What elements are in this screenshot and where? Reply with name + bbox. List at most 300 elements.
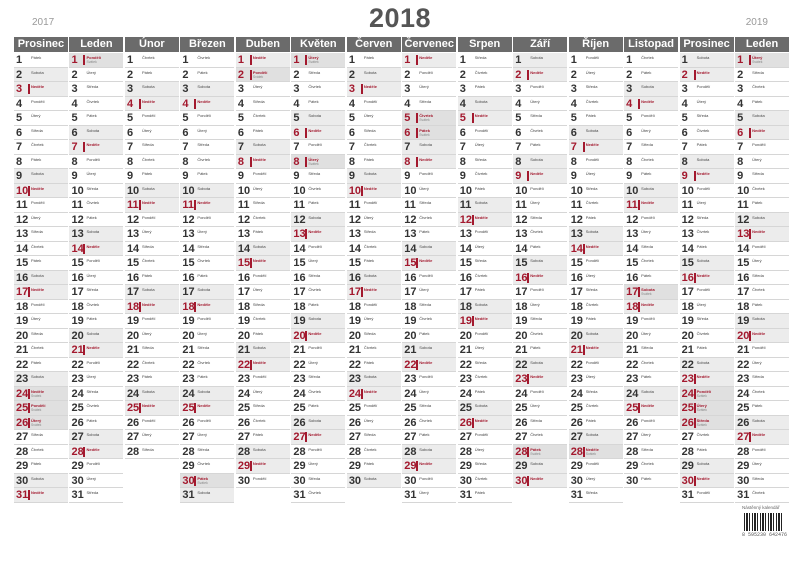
holiday-marker [472,418,474,428]
weekday-label: Středa [419,200,432,205]
weekday-label: Čtvrtek [197,156,211,162]
weekday-label: Neděle [696,69,710,75]
weekday-label: Čtvrtek [641,258,654,263]
weekday-label: Pondělí [252,69,268,75]
day-number: 12 [737,213,750,226]
day-number: 30 [681,474,694,487]
day-number: 29 [681,460,694,472]
weekday-label: Středa [585,287,598,292]
day-cell [402,68,456,83]
weekday-label: Středa [752,69,764,75]
holiday-marker [83,244,85,254]
day-cell [14,155,68,170]
day-cell [236,68,290,83]
weekday-label: Středa [696,214,709,220]
weekday-label: Neděle [752,229,766,234]
day-number: 7 [16,141,23,153]
day-cell [624,155,678,170]
day-cell [402,184,456,199]
day-cell [735,401,789,416]
day-number: 19 [459,315,472,327]
day-number: 31 [16,489,29,501]
weekday-label: Úterý [419,388,429,394]
day-number: 16 [126,271,140,284]
day-number: 1 [182,54,189,66]
day-number: 19 [71,315,84,327]
day-number: 13 [126,228,140,240]
day-cell [513,314,567,329]
day-cell [69,401,123,416]
day-number: 9 [71,170,78,182]
day-number: 27 [348,431,362,443]
holiday-marker [28,403,30,413]
weekday-label: Středa [197,243,210,249]
day-cell [680,169,734,184]
day-cell [180,111,234,126]
weekday-label: Úterý [141,432,152,437]
day-cell [125,300,179,315]
weekday-label: Pátek [585,316,596,321]
month-header: Červen [347,37,401,52]
day-number: 11 [515,199,527,211]
day-cell [14,358,68,373]
weekday-label: Úterý [474,446,485,452]
weekday-label: Středa [31,127,43,133]
weekday-label: Sobota [31,374,44,379]
month-header: Únor [125,37,179,52]
day-number: 30 [515,474,528,487]
day-cell [569,198,623,213]
day-cell [236,271,290,286]
day-cell [291,271,345,286]
weekday-label: Sobota [31,272,44,278]
month-header: Srpen [458,37,512,52]
holiday-note: Svátek [308,60,319,64]
weekday-label: Pátek [197,374,208,379]
weekday-label: Sobota [363,69,377,75]
holiday-marker [361,287,363,297]
day-number: 8 [182,155,189,168]
day-cell [624,169,678,184]
weekday-label: Sobota [308,113,322,118]
weekday-label: Neděle [474,214,488,220]
day-cell [69,68,123,83]
day-cell [69,169,123,184]
day-number: 23 [737,373,750,385]
weekday-label: Pondělí [363,98,378,104]
holiday-marker [83,447,85,457]
day-number: 20 [515,329,528,342]
day-number: 13 [16,228,29,240]
holiday-marker [250,157,252,167]
day-cell [458,213,512,228]
day-cell [680,126,734,141]
weekday-label: Neděle [31,490,45,495]
day-number: 7 [71,141,78,153]
day-cell [569,372,623,387]
day-cell [291,372,345,387]
day-number: 29 [570,460,583,472]
day-cell [402,372,456,387]
weekday-label: Úterý [308,461,318,466]
weekday-label: Sobota [141,388,155,394]
day-number: 10 [515,184,528,197]
day-cell [624,343,678,358]
day-cell [125,242,179,257]
day-number: 14 [237,242,251,255]
day-cell [569,169,623,184]
weekday-label: Středa [585,185,598,191]
weekday-label: Sobota [474,403,488,408]
day-cell [236,111,290,126]
day-cell [236,53,290,68]
weekday-label: Sobota [752,417,765,423]
day-cell [569,314,623,329]
day-number: 9 [293,170,300,182]
weekday-label: Neděle [308,229,322,234]
weekday-label: Úterý [696,301,707,307]
day-cell [69,474,123,489]
day-number: 24 [681,387,694,400]
day-number: 15 [182,257,195,269]
day-number: 8 [681,155,688,168]
day-cell [735,271,789,286]
weekday-label: Pátek [530,243,541,249]
day-number: 24 [182,387,195,400]
day-number: 16 [237,271,251,284]
day-cell [14,198,68,213]
day-cell [14,271,68,286]
day-cell [180,155,234,170]
day-number: 12 [126,213,140,226]
month-header: Říjen [569,37,623,52]
day-number: 16 [515,271,528,284]
weekday-label: Úterý [86,171,97,176]
day-cell [735,329,789,344]
weekday-label: Sobota [696,359,710,365]
weekday-label: Čtvrtek [641,156,654,162]
weekday-label: Pátek [308,403,319,408]
day-number: 21 [16,344,29,356]
holiday-marker [749,331,751,341]
weekday-label: Čtvrtek [141,156,155,162]
day-number: 23 [16,373,29,385]
holiday-marker [416,55,418,65]
day-cell [735,169,789,184]
day-cell [735,256,789,271]
day-cell [569,97,623,112]
day-number: 22 [681,358,694,371]
previous-year-label: 2017 [32,17,55,28]
day-cell [347,372,401,387]
weekday-label: Pátek [252,229,264,234]
day-number: 15 [404,257,417,269]
day-number: 15 [237,257,251,269]
holiday-marker [194,476,196,486]
holiday-marker [583,244,585,254]
weekday-label: Středa [363,229,376,234]
weekday-label: Pondělí [585,258,600,263]
weekday-label: Pátek [752,200,763,205]
day-cell [624,126,678,141]
weekday-label: Úterý [419,287,429,292]
weekday-label: Pondělí [752,142,766,147]
day-cell [402,111,456,126]
day-number: 2 [237,68,244,81]
holiday-note: Svátek [308,161,319,166]
day-number: 22 [71,358,84,371]
day-number: 6 [71,126,78,139]
weekday-label: Úterý [585,171,596,176]
day-cell [624,53,678,68]
day-number: 13 [404,228,417,240]
day-number: 5 [16,112,23,124]
day-cell [624,401,678,416]
day-number: 19 [626,315,639,327]
day-cell [680,416,734,431]
day-number: 19 [404,315,417,327]
weekday-label: Sobota [641,84,654,89]
day-cell [14,227,68,242]
day-cell [680,314,734,329]
day-cell [347,474,401,489]
day-number: 10 [71,184,84,197]
day-number: 10 [293,184,306,197]
day-number: 15 [737,257,750,269]
weekday-label: Neděle [585,345,599,350]
day-cell [624,474,678,489]
month-column [347,53,401,503]
day-cell [236,184,290,199]
weekday-label: Pondělí [419,475,433,481]
weekday-label: Sobota [530,156,543,162]
holiday-marker [305,331,307,341]
day-number: 18 [515,300,528,313]
weekday-label: Čtvrtek [197,55,211,60]
weekday-label: Středa [474,156,487,162]
day-number: 6 [293,126,300,139]
day-number: 22 [459,358,472,371]
day-cell [347,416,401,431]
weekday-label: Neděle [696,475,710,481]
weekday-label: Pondělí [752,446,766,452]
weekday-label: Čtvrtek [752,490,765,495]
day-cell [569,82,623,97]
weekday-label: Neděle [197,301,211,307]
day-cell [236,329,290,344]
month-header: Prosinec [680,37,734,52]
day-cell [125,155,179,170]
day-number: 3 [737,83,744,95]
month-header: Duben [236,37,290,52]
day-number: 27 [737,431,750,443]
weekday-label: Úterý [474,243,485,249]
weekday-label: Pátek [696,345,707,350]
day-number: 13 [237,228,251,240]
weekday-label: Čtvrtek [308,84,322,89]
holiday-note: Svátek [696,408,707,412]
day-number: 21 [404,344,417,356]
empty-day-cell [347,488,401,503]
day-cell [69,82,123,97]
day-cell [14,97,68,112]
day-number: 6 [16,126,23,139]
day-number: 18 [459,300,472,313]
weekday-label: Neděle [474,417,488,423]
weekday-label: Pátek [308,301,319,307]
holiday-marker [472,215,474,225]
day-number: 10 [182,184,195,197]
day-number: 28 [515,445,528,458]
day-cell [291,459,345,474]
weekday-label: Pondělí [419,69,433,75]
day-cell [569,111,623,126]
day-number: 6 [348,126,355,139]
day-number: 31 [293,489,306,501]
holiday-marker [83,142,85,152]
day-number: 17 [570,286,583,298]
weekday-label: Čtvrtek [31,142,44,147]
weekday-label: Neděle [419,461,433,466]
day-cell [513,329,567,344]
day-number: 15 [16,257,29,269]
weekday-label: Sobota [197,287,211,292]
day-number: 6 [737,126,744,139]
day-cell [569,329,623,344]
day-number: 21 [71,344,84,356]
weekday-label: Úterý [696,200,707,205]
day-cell [69,126,123,141]
day-number: 3 [626,83,633,95]
day-cell [14,416,68,431]
weekday-label: Pondělí [474,229,489,234]
day-number: 24 [459,387,472,400]
weekday-label: Pondělí [585,55,600,60]
day-cell [69,242,123,257]
day-cell [347,53,401,68]
day-number: 8 [126,155,134,168]
weekday-label: Pátek [696,446,707,452]
day-cell [680,213,734,228]
weekday-label: Středa [86,388,99,394]
day-number: 22 [626,358,639,371]
day-number: 12 [626,213,639,226]
day-number: 31 [404,489,417,501]
holiday-marker [139,403,141,413]
day-number: 8 [16,155,23,168]
day-number: 10 [126,184,140,197]
day-number: 15 [293,257,306,269]
day-cell [291,387,345,402]
day-cell [680,242,734,257]
day-cell [402,285,456,300]
weekday-label: Pondělí [530,287,544,292]
day-number: 9 [681,170,688,182]
weekday-label: Úterý [641,330,651,336]
weekday-label: Pondělí [197,113,211,118]
day-cell [735,111,789,126]
weekday-label: Pondělí [86,359,101,365]
day-cell [735,488,789,503]
weekday-label: Sobota [86,229,100,234]
holiday-note: Svátek [31,408,42,412]
day-cell [291,300,345,315]
weekday-label: Úterý [752,55,763,60]
day-cell [680,300,734,315]
day-cell [347,184,401,199]
day-cell [14,285,68,300]
day-number: 1 [126,54,134,66]
day-number: 25 [237,402,251,414]
day-number: 12 [570,213,583,226]
weekday-label: Pátek [86,113,97,118]
day-cell [236,82,290,97]
weekday-label: Čtvrtek [530,432,543,437]
day-number: 26 [459,416,472,429]
weekday-label: Středa [363,127,376,133]
day-number: 21 [182,344,195,356]
day-cell [347,387,401,402]
day-number: 26 [626,416,639,429]
holiday-marker [361,389,363,399]
weekday-label: Pátek [31,461,42,466]
day-number: 14 [16,242,29,255]
day-cell [236,401,290,416]
day-cell [402,343,456,358]
day-number: 17 [16,286,29,298]
day-cell [69,184,123,199]
weekday-label: Čtvrtek [530,330,543,336]
day-number: 13 [348,228,362,240]
day-number: 21 [515,344,528,356]
day-number: 15 [681,257,694,269]
day-cell [347,155,401,170]
day-number: 4 [182,97,189,110]
day-cell [236,213,290,228]
weekday-label: Sobota [252,345,266,350]
day-cell [624,242,678,257]
weekday-label: Pondělí [197,316,211,321]
day-cell [180,416,234,431]
holiday-marker [416,113,418,123]
weekday-label: Sobota [141,287,155,292]
weekday-label: Pátek [308,98,319,104]
weekday-label: Pondělí [86,156,101,162]
month-column [569,53,623,503]
weekday-label: Neděle [752,330,766,336]
day-cell [291,97,345,112]
weekday-label: Pondělí [585,461,600,466]
day-number: 1 [681,54,688,66]
weekday-label: Neděle [641,200,655,205]
day-cell [69,198,123,213]
empty-day-cell [125,474,179,489]
day-cell [347,140,401,155]
day-number: 30 [182,474,195,487]
weekday-label: Sobota [86,127,100,133]
weekday-label: Úterý [585,475,596,481]
day-cell [680,459,734,474]
day-cell [680,430,734,445]
day-number: 24 [16,387,29,400]
weekday-label: Středa [141,446,154,452]
weekday-label: Sobota [419,243,432,249]
day-number: 10 [626,184,639,197]
weekday-label: Neděle [530,475,544,481]
day-cell [402,242,456,257]
day-cell [180,184,234,199]
weekday-label: Středa [696,113,709,118]
